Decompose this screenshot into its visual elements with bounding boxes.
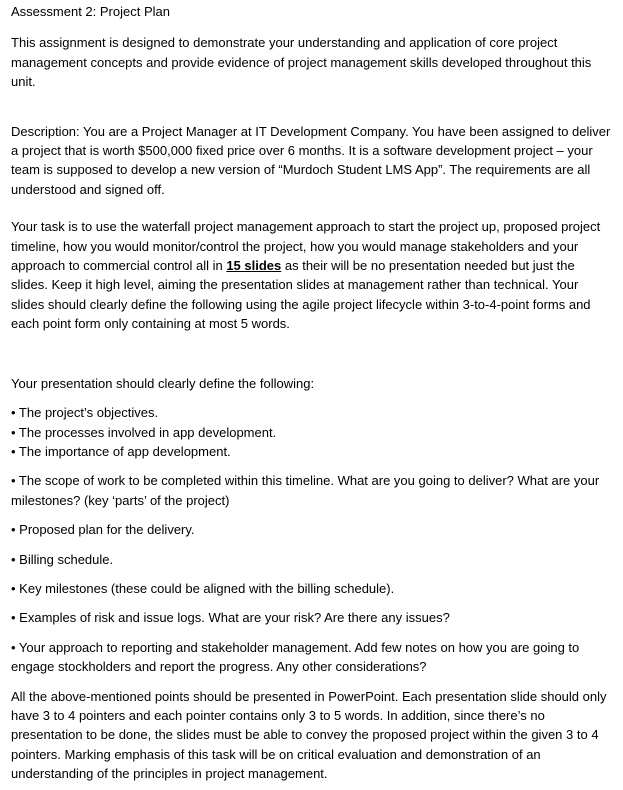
list-item: • The importance of app development.	[11, 443, 231, 459]
task-paragraph	[11, 217, 611, 333]
list-item: • Proposed plan for the delivery.	[11, 522, 195, 538]
list-item: • The project’s objectives.	[11, 405, 159, 421]
description-paragraph: Description: You are a Project Manager at IT Development Company. You have been assigned to deliver a project that is worth $500,000 fixed price over 6 months. It is a software development project – your team is supposed to develop a new version of “Murdoch Student LMS App”. The requirements are all understood and signed off.	[11, 123, 611, 197]
list-item: • Key milestones (these could be aligned with the billing schedule).	[11, 580, 395, 596]
define-heading: Your presentation should clearly define the following:	[11, 375, 315, 391]
task-text-after: as their will be no presentation needed but just the slides. Keep it high level, aiming the presentation slides at management rather than technical. Your slides should clearly define the following using the agile project lifecycle within 3-to-4-point forms and each point form only containing at most 5 words.	[11, 258, 591, 332]
list-item: • Your approach to reporting and stakeholder management. Add few notes on how you are going to engage stockholders and report the progress. Any other considerations?	[11, 639, 580, 675]
document-title: Assessment 2: Project Plan	[11, 4, 170, 19]
closing-paragraph: All the above-mentioned points should be presented in PowerPoint. Each presentation slide should only have 3 to 4 pointers and each pointer contains only 3 to 5 words. In addition, since there’s no presentation to be done, the slides must be able to convey the proposed project within the given 3 to 4 pointers. Marking emphasis of this task will be on critical evaluation and demonstration of an understanding of the principles in project management.	[11, 688, 607, 782]
list-item: • The scope of work to be completed within this timeline. What are you going to deliver? What are your milestones? (key ‘parts’ of the project)	[11, 473, 600, 508]
slide-count-emphasis: 15 slides	[226, 258, 282, 274]
intro-paragraph: This assignment is designed to demonstrate your understanding and application of core project management concepts and provide evidence of project management skills developed throughout this unit.	[11, 35, 592, 90]
list-item: • Examples of risk and issue logs. What are your risk? Are there any issues?	[11, 610, 450, 626]
list-item: • The processes involved in app development.	[11, 424, 277, 440]
requirements-list	[11, 403, 611, 676]
task-text-before: Your task is to use the waterfall project management approach to start the project up, proposed project timeline, how you would monitor/control the project, how you would manage stakeholders and your approach to commercial control all in	[11, 219, 601, 274]
list-item: • Billing schedule.	[11, 551, 114, 567]
